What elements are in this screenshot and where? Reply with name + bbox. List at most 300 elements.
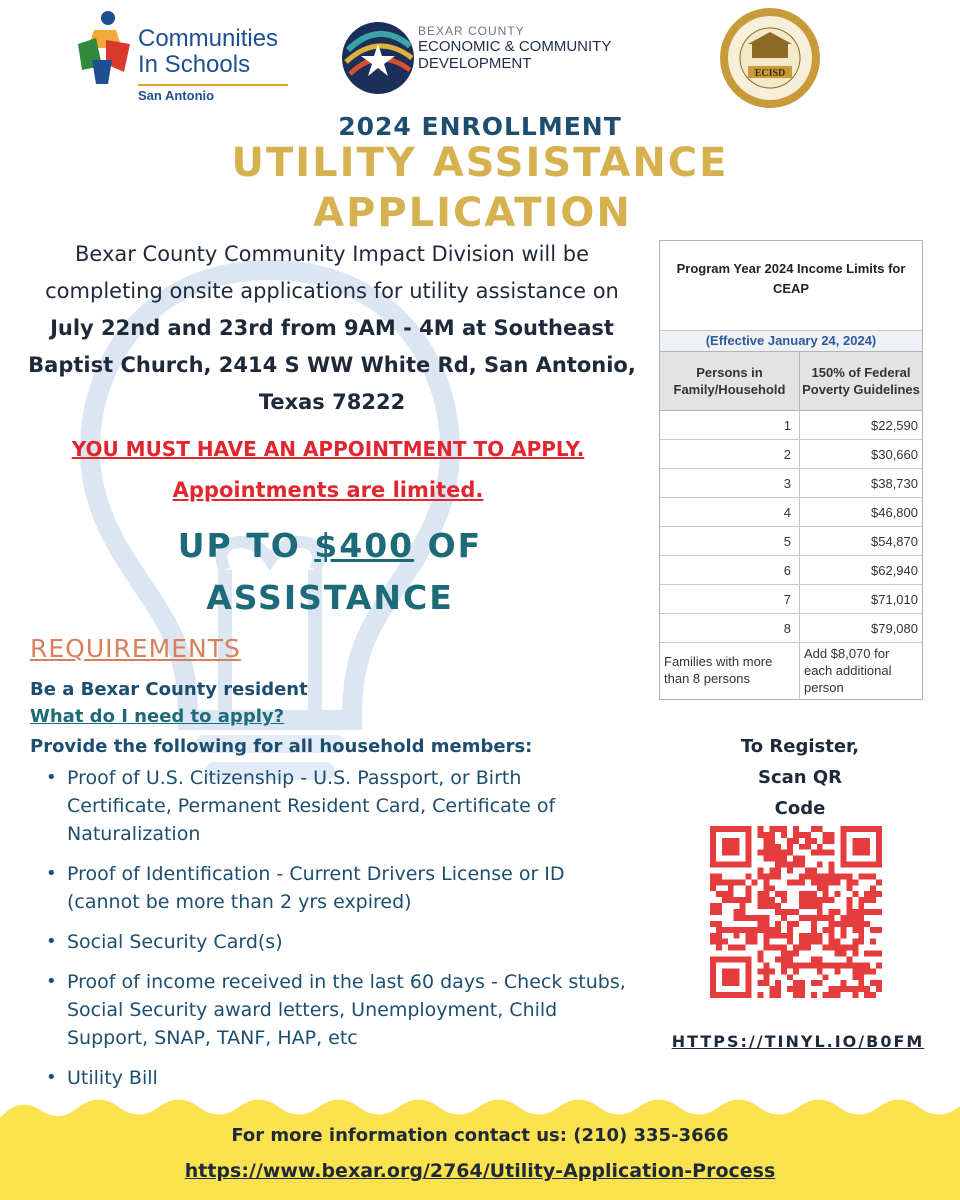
qr-module [858,915,864,921]
intro-paragraph [20,236,644,421]
qr-module [846,945,852,951]
qr-module [835,951,841,957]
qr-module [846,915,852,921]
qr-module [852,879,858,885]
qr-module [716,921,722,927]
qr-module [799,897,805,903]
communities-in-schools-logo [72,8,302,108]
cis-divider [138,84,288,86]
qr-module [710,939,716,945]
qr-module [817,885,823,891]
qr-module [858,974,864,980]
qr-module [876,891,882,897]
qr-module [769,968,775,974]
assistance-amount: $400 [314,526,415,565]
qr-module [817,962,823,968]
qr-module [811,980,817,986]
qr-module [846,921,852,927]
qr-module [787,951,793,957]
qr-module [728,885,734,891]
qr-module [740,897,746,903]
qr-module [835,921,841,927]
qr-module [805,939,811,945]
qr-module [781,933,787,939]
qr-module [852,951,858,957]
qr-module [728,897,734,903]
qr-module [840,962,846,968]
qr-module [805,832,811,838]
qr-module [763,974,769,980]
table-cell-persons: 8 [660,614,800,642]
table-footer-row [660,643,922,699]
qr-module [852,962,858,968]
qr-module [722,927,728,933]
qr-module [781,951,787,957]
qr-module [876,879,882,885]
qr-module [746,915,752,921]
qr-module [805,962,811,968]
qr-module [799,903,805,909]
qr-module [799,873,805,879]
qr-module [793,980,799,986]
qr-module [746,897,752,903]
qr-module [763,939,769,945]
qr-module [763,838,769,844]
qr-module [757,968,763,974]
qr-module [781,856,787,862]
qr-module [817,915,823,921]
qr-module [817,850,823,856]
qr-module [793,962,799,968]
qr-module [763,850,769,856]
qr-module [835,939,841,945]
qr-module [775,862,781,868]
qr-module [823,915,829,921]
qr-module [799,856,805,862]
table-row [660,527,922,556]
qr-module [793,856,799,862]
table-cell-persons: 2 [660,440,800,468]
qr-module [829,933,835,939]
qr-module [835,962,841,968]
requirements-list [46,764,626,1104]
qr-module [787,986,793,992]
table-header-persons: Persons in Family/Household [660,352,800,410]
qr-module [864,897,870,903]
qr-module [864,992,870,998]
qr-module [781,826,787,832]
qr-module [829,850,835,856]
list-item: • Proof of U.S. Citizenship - U.S. Passport, or Birth Certificate, Permanent Resident Card, Certificate of Naturalization [46,764,626,848]
qr-module [775,980,781,986]
bexar-county-logo [340,10,640,110]
qr-module [752,927,758,933]
qr-module [746,891,752,897]
income-limits-table [659,240,923,700]
qr-module [858,933,864,939]
qr-module [811,927,817,933]
qr-module [728,891,734,897]
requirement-question: What do I need to apply? [30,706,285,727]
register-instructions [700,731,900,824]
qr-module [763,927,769,933]
qr-module [793,862,799,868]
qr-module [858,909,864,915]
qr-module [787,933,793,939]
qr-finder-inner [722,838,740,856]
qr-module [876,927,882,933]
qr-module [846,885,852,891]
qr-module [817,879,823,885]
qr-module [763,933,769,939]
qr-module [781,850,787,856]
qr-module [781,909,787,915]
qr-module [746,885,752,891]
qr-module [829,868,835,874]
bexar-star-emblem-icon [340,10,416,106]
qr-module [781,962,787,968]
qr-module [823,992,829,998]
qr-module [835,945,841,951]
qr-module [793,838,799,844]
qr-module [757,897,763,903]
qr-module [829,939,835,945]
qr-module [775,850,781,856]
appointment-required-notice: YOU MUST HAVE AN APPOINTMENT TO APPLY. [71,437,585,461]
qr-module [740,909,746,915]
qr-module [787,974,793,980]
qr-module [805,873,811,879]
qr-module [769,844,775,850]
qr-module [734,927,740,933]
qr-module [829,879,835,885]
intro-bold: July 22nd and 23rd from 9AM - 4M at Southeast Baptist Church, 2414 S WW White Rd, San Antonio, Texas 78222 [28,316,636,414]
qr-module [787,921,793,927]
table-row [660,585,922,614]
qr-module [769,832,775,838]
qr-module [716,945,722,951]
qr-module [757,868,763,874]
qr-module [811,956,817,962]
qr-module [746,939,752,945]
qr-module [787,850,793,856]
qr-module [757,956,763,962]
qr-module [781,897,787,903]
cis-wordmark [138,26,278,78]
qr-module [799,933,805,939]
requirement-provide: Provide the following for all household members: [30,736,533,757]
qr-module [811,903,817,909]
qr-module [775,891,781,897]
qr-module [835,992,841,998]
qr-module [811,897,817,903]
qr-module [728,945,734,951]
qr-module [799,862,805,868]
qr-module [781,832,787,838]
qr-module [864,986,870,992]
qr-module [781,968,787,974]
qr-module [829,927,835,933]
qr-module [763,832,769,838]
qr-module [787,879,793,885]
table-row [660,556,922,585]
register-line-3: Code [774,798,826,819]
qr-module [763,980,769,986]
qr-module [870,927,876,933]
qr-module [787,862,793,868]
qr-module [799,832,805,838]
table-cell-persons: 5 [660,527,800,555]
qr-module [734,879,740,885]
qr-module [752,939,758,945]
qr-module [734,933,740,939]
qr-module [757,891,763,897]
qr-module [811,992,817,998]
qr-module [870,939,876,945]
qr-module [823,891,829,897]
qr-module [876,909,882,915]
qr-module [829,838,835,844]
qr-module [823,838,829,844]
qr-module [799,962,805,968]
qr-module [811,873,817,879]
qr-module [852,939,858,945]
qr-module [769,868,775,874]
qr-module [775,909,781,915]
qr-module [811,915,817,921]
qr-module [722,879,728,885]
qr-module [769,856,775,862]
qr-module [763,844,769,850]
qr-module [763,856,769,862]
qr-module [829,862,835,868]
qr-module [823,945,829,951]
qr-module [835,968,841,974]
table-cell-limit: $79,080 [871,621,918,636]
qr-module [763,879,769,885]
qr-module [811,891,817,897]
table-cell-persons: 1 [660,411,800,439]
qr-module [840,945,846,951]
qr-module [763,885,769,891]
qr-module [858,980,864,986]
qr-module [864,951,870,957]
title-line-1: UTILITY ASSISTANCE [231,140,729,186]
qr-module [716,891,722,897]
qr-module [805,903,811,909]
qr-module [811,939,817,945]
qr-module [829,992,835,998]
qr-module [876,980,882,986]
qr-module [757,951,763,957]
qr-module [757,850,763,856]
qr-module [710,873,716,879]
qr-module [846,986,852,992]
qr-module [829,915,835,921]
qr-module [757,873,763,879]
qr-module [781,915,787,921]
qr-module [840,915,846,921]
qr-module [716,939,722,945]
qr-module [746,927,752,933]
qr-module [852,909,858,915]
qr-module [823,832,829,838]
qr-module [787,939,793,945]
qr-module [840,933,846,939]
qr-module [829,945,835,951]
qr-module [858,986,864,992]
qr-module [858,903,864,909]
qr-module [740,903,746,909]
qr-module [787,962,793,968]
qr-module [870,968,876,974]
qr-code-icon[interactable] [710,826,882,998]
qr-module [769,986,775,992]
qr-module [763,897,769,903]
qr-module [769,897,775,903]
qr-module [835,873,841,879]
qr-module [817,933,823,939]
qr-module [757,826,763,832]
enrollment-heading: 2024 ENROLLMENT [338,112,622,141]
qr-module [817,903,823,909]
qr-module [829,873,835,879]
qr-module [829,897,835,903]
cis-line-2: In Schools [138,51,251,78]
qr-module [811,868,817,874]
qr-module [805,945,811,951]
qr-module [852,968,858,974]
qr-module [740,927,746,933]
qr-module [864,891,870,897]
qr-module [817,939,823,945]
qr-module [763,968,769,974]
qr-module [840,980,846,986]
qr-module [775,992,781,998]
cis-figures-icon [72,8,136,88]
qr-module [793,951,799,957]
qr-module [805,868,811,874]
qr-module [805,838,811,844]
qr-module [870,909,876,915]
qr-module [835,909,841,915]
qr-module [846,903,852,909]
table-footer-persons: Families with more than 8 persons [660,643,800,699]
qr-module [716,873,722,879]
qr-module [769,927,775,933]
qr-module [746,933,752,939]
qr-module [876,951,882,957]
table-cell-limit: $62,940 [871,563,918,578]
qr-module [846,962,852,968]
qr-module [799,879,805,885]
qr-module [757,921,763,927]
qr-module [846,879,852,885]
qr-module [775,856,781,862]
table-cell-persons: 7 [660,585,800,613]
qr-module [864,873,870,879]
table-row [660,614,922,643]
qr-module [811,933,817,939]
register-line-1: To Register, [740,736,860,757]
qr-module [823,974,829,980]
qr-module [757,915,763,921]
list-item: • Proof of Identification - Current Drivers License or ID (cannot be more than 2 yrs expired) [46,860,626,916]
qr-module [710,885,716,891]
qr-module [793,968,799,974]
upto-suffix: OF [414,526,483,565]
qr-module [763,891,769,897]
qr-module [823,885,829,891]
qr-module [716,879,722,885]
qr-module [870,992,876,998]
qr-module [734,915,740,921]
qr-module [775,844,781,850]
qr-module [734,909,740,915]
qr-module [769,933,775,939]
qr-module [769,850,775,856]
qr-module [799,945,805,951]
qr-module [734,945,740,951]
table-effective-date: (Effective January 24, 2024) [660,331,922,351]
table-cell-limit: $71,010 [871,592,918,607]
qr-module [829,962,835,968]
qr-module [870,873,876,879]
qr-module [769,992,775,998]
qr-module [823,850,829,856]
footer-url-link[interactable]: https://www.bexar.org/2764/Utility-Application-Process [184,1160,776,1182]
qr-module [793,986,799,992]
intro-plain: Bexar County Community Impact Division will be completing onsite applications for utility assistance on [45,242,619,303]
qr-module [769,885,775,891]
qr-finder-inner [852,838,870,856]
qr-module [793,992,799,998]
qr-module [823,927,829,933]
qr-module [787,909,793,915]
qr-module [793,879,799,885]
title-line-2: APPLICATION [313,190,632,236]
qr-module [781,945,787,951]
qr-module [864,968,870,974]
register-link[interactable]: HTTPS://TINYL.IO/B0FM [671,1032,925,1051]
qr-module [793,826,799,832]
qr-module [823,962,829,968]
list-item: • Social Security Card(s) [46,928,626,956]
assistance-line-2: ASSISTANCE [206,578,454,617]
qr-module [870,951,876,957]
qr-module [775,868,781,874]
qr-module [716,903,722,909]
qr-module [805,915,811,921]
qr-module [846,897,852,903]
table-row [660,498,922,527]
qr-module [870,891,876,897]
bexar-wordmark [418,24,611,72]
table-cell-limit: $54,870 [871,534,918,549]
qr-module [716,927,722,933]
qr-finder-inner [722,968,740,986]
qr-module [752,933,758,939]
table-row [660,411,922,440]
qr-module [811,826,817,832]
qr-module [740,915,746,921]
qr-module [817,826,823,832]
assistance-amount-heading [20,520,640,624]
qr-module [805,891,811,897]
register-line-2: Scan QR [757,767,843,788]
qr-module [840,921,846,927]
qr-module [799,844,805,850]
